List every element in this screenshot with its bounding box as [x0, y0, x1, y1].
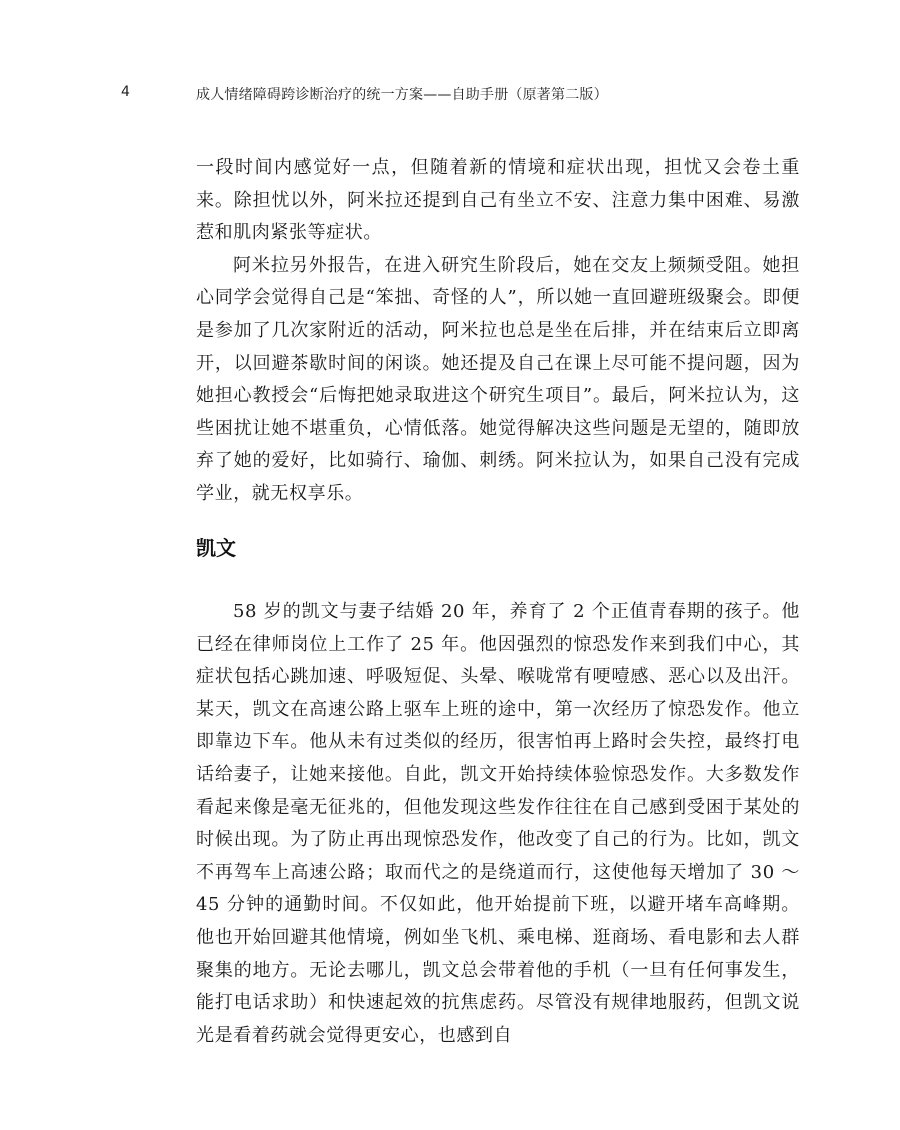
kevin-case-text — [196, 596, 800, 1052]
paragraph: 58 岁的凯文与妻子结婚 20 年，养育了 2 个正值青春期的孩子。他已经在律师岗位上工作了 25 年。他因强烈的惊恐发作来到我们中心，其症状包括心跳加速、呼吸短促、头晕、喉咙常有哽噎感、恶心以及出汗。某天，凯文在高速公路上驱车上班的途中，第一次经历了惊恐发作。他立即靠边下车。他从未有过类似的经历，很害怕再上路时会失控，最终打电话给妻子，让她来接他。自此，凯文开始持续体验惊恐发作。大多数发作看起来像是毫无征兆的，但他发现这些发作往往在自己感到受困于某处的时候出现。为了防止再出现惊恐发作，他改变了自己的行为。比如，凯文不再驾车上高速公路；取而代之的是绕道而行，这使他每天增加了 30 ～ 45 分钟的通勤时间。不仅如此，他开始提前下班，以避开堵车高峰期。他也开始回避其他情境，例如坐飞机、乘电梯、逛商场、看电影和去人群聚集的地方。无论去哪儿，凯文总会带着他的手机（一旦有任何事发生，能打电话求助）和快速起效的抗焦虑药。尽管没有规律地服药，但凯文说光是看着药就会觉得更安心，也感到自 — [196, 601, 800, 1046]
section-heading-kevin: 凯文 — [196, 536, 236, 560]
amira-case-text — [196, 152, 800, 511]
page-number: 4 — [121, 84, 130, 100]
book-title: 成人情绪障碍跨诊断治疗的统一方案——自助手册（原著第二版） — [196, 87, 608, 103]
running-header — [0, 84, 900, 106]
paragraph: 阿米拉另外报告，在进入研究生阶段后，她在交友上频频受阻。她担心同学会觉得自己是“笨拙、奇怪的人”，所以她一直回避班级聚会。即便是参加了几次家附近的活动，阿米拉也总是坐在后排，并在结束后立即离开，以回避茶歇时间的闲谈。她还提及自己在课上尽可能不提问题，因为她担心教授会“后悔把她录取进这个研究生项目”。最后，阿米拉认为，这些困扰让她不堪重负，心情低落。她觉得解决这些问题是无望的，随即放弃了她的爱好，比如骑行、瑜伽、刺绣。阿米拉认为，如果自己没有完成学业，就无权享乐。 — [196, 254, 800, 504]
paragraph-continued: 一段时间内感觉好一点，但随着新的情境和症状出现，担忧又会卷土重来。除担忧以外，阿米拉还提到自己有坐立不安、注意力集中困难、易激惹和肌肉紧张等症状。 — [196, 157, 800, 244]
